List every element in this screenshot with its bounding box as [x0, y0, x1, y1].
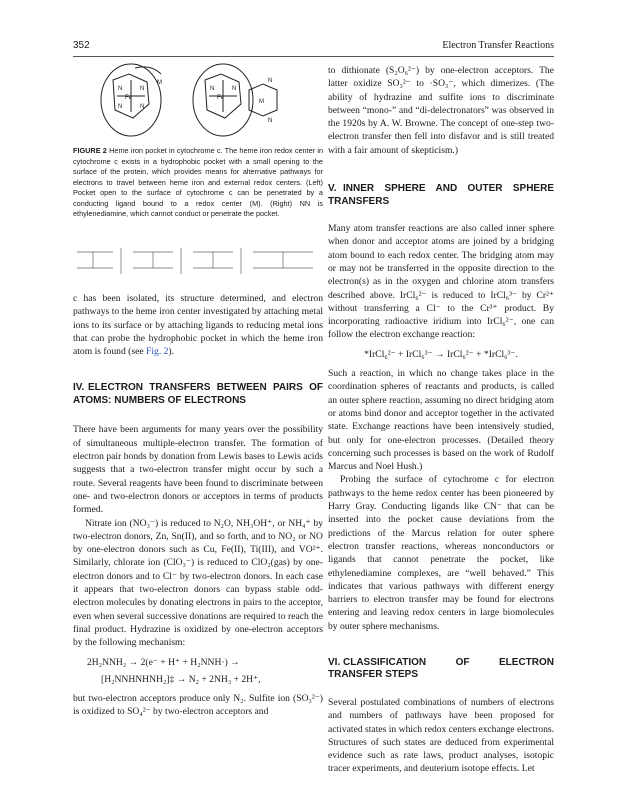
svg-text:N: N: [140, 104, 145, 110]
left-column: [73, 292, 323, 719]
right-para-4: Probing the surface of cytochrome c for electron pathways to the heme redox center has been pioneered by Harry Gray. Conducting ligands like CN⁻ that can be inserted into the pocket cause deviations from the predictions of the Marcus relation for outer sphere electron transfer reactions, whereas nonconductors or ligands that cannot penetrate the pocket, like ethylenediamine complexes, are “well behaved.” This indicates that various pathways with different energy barriers to electron transfer may be found for electrons entering and leaving redox centers in large biomolecules by outer sphere mechanisms.: [328, 474, 554, 632]
svg-text:N: N: [232, 86, 237, 92]
svg-text:N: N: [210, 86, 215, 92]
figure-2-illustration: [73, 60, 323, 140]
svg-text:Fe: Fe: [125, 95, 133, 101]
left-para-4: but two-electron acceptors produce only N₂. Sulfite ion (SO₃²⁻) is oxidized to SO₄²⁻ by two-electron acceptors and: [73, 693, 323, 718]
right-para-1: to dithionate (S₂O₆²⁻) by one-electron acceptors. The latter oxidize SO₃²⁻ to ·SO₃⁻, which dimerizes. (The ability of hydrazine and sulfite ions to discriminate between “mono-” and “di-delectronators” was observed in the 1920s by A. W. Browne. The concept of one-step two-electron transfer then fell into disfavor and is still treated with a fair amount of skepticism.): [328, 65, 554, 156]
left-para-2: There have been arguments for many years over the possibility of simultaneous multiple-electron transfer. The formation of electron pair bonds by donation from Lewis bases to Lewis acids suggests that a two-electron transfer might occur by such a route. Several reagents have been found to discriminate between one- and two-electron donors or acceptors in terms of products formed.: [73, 424, 323, 516]
figure-2-caption: [73, 146, 323, 220]
figure-label: FIGURE 2: [73, 146, 107, 155]
chemical-scheme-illustration: [73, 238, 323, 280]
right-para-5: Several postulated combinations of numbers of electrons and numbers of pathways have been proposed for activated states in which redox centers exchange electrons. Structures of such states are deduced from experimental evidence such as rate laws, product analyses, isotopic tracer experiments, and deuterium isotope effects. Let: [328, 696, 554, 775]
section-iv-title: ELECTRON TRANSFERS BETWEEN PAIRS OF ATOMS: NUMBERS OF ELECTRONS: [73, 382, 323, 406]
section-v-heading: [328, 183, 554, 208]
svg-text:N: N: [268, 78, 273, 84]
svg-text:Fe: Fe: [217, 95, 225, 101]
left-para-3: Nitrate ion (NO₃⁻) is reduced to N₂O, NH₃OH⁺, or NH₄⁺ by two-electron donors, Zn, Sn(II), and so forth, and to NO₂ or NO by one-electron donors such as Cu, Fe(II), Ti(III), and VO²⁺. Similarly, chlorate ion (ClO₃⁻) is reduced to ClO₂(gas) by one-electron donors and to Cl⁻ by two-electron donors. In each case it appears that two-electron donors can bypass stable odd-electron molecules by donating electrons in pairs to the acceptor, even when several successive donations are required to reach the final product. Hydrazine is oxidized by one-electron acceptors by the following mechanism:: [73, 517, 323, 649]
figure-caption-text: Heme iron pocket in cytochrome c. The heme iron redox center in cytochrome c exists in a hydrophobic pocket with a small opening to the surface of the protein, which provides means for alternative pathways for electrons to travel between heme iron and external redox centers. (Left) Pocket open to the surface of cytochrome c can be penetrated by a conducting ligand bound to a redox center (M). (Right) NN is ethylenediamine, which cannot conduct or penetrate the pocket.: [73, 146, 324, 218]
left-para-1-text: c has been isolated, its structure determined, and electron pathways to the heme iron center investigated by attaching metal ions to its surface or by attaching ligands to reducing metal ions that can probe the hydrophobic pocket in which the heme iron atom is found (see: [73, 293, 323, 358]
header-rule: [73, 56, 554, 57]
right-para-2: Many atom transfer reactions are also called inner sphere when donor and acceptor atoms are joined by a bridging atom bound to each redox center. The bridging atom may or may not be transferred in the opposite direction to the electron(s) as in the oxygen and chlorine atom transfers described above. IrCl₆²⁻ is reduced to IrCl₆³⁻ by Cr²⁺ without transferring a Cl⁻ to the Cr³⁺ product. By incorporating radioactive iridium into IrCl₆²⁻, one can follow the electron exchange reaction:: [328, 223, 554, 341]
left-para-1: [73, 292, 323, 358]
figure-2-link[interactable]: Fig. 2: [146, 346, 169, 358]
section-v-number: V.: [328, 183, 337, 195]
section-vi-number: VI.: [328, 656, 341, 668]
svg-text:N: N: [268, 118, 273, 124]
right-para-3: Such a reaction, in which no change takes place in the coordination spheres of reactants and products, is called an outer sphere reaction, assuming no direct bridging atom or atoms bind donor and acceptor together in the activated state. Exchange reactions have been intensively studied, but only for one-electron processes. (Detailed theory concerning such processes is based on the work of Rudolf Marcus and Noel Hush.): [328, 368, 554, 473]
svg-text:N: N: [118, 86, 123, 92]
equation-3: *IrCl₆²⁻ + IrCl₆³⁻ → IrCl₆²⁻ + *IrCl₆³⁻.: [364, 348, 518, 360]
section-vi-heading: [328, 657, 554, 682]
equation-1: 2H₂NNH₂ → 2(e⁻ + H⁺ + H₂NNH·) →: [87, 656, 240, 668]
svg-text:N: N: [118, 104, 123, 110]
svg-text:N: N: [140, 86, 145, 92]
svg-text:M: M: [157, 80, 162, 86]
right-column: [328, 64, 554, 776]
running-title: Electron Transfer Reactions: [442, 40, 554, 51]
section-iv-heading: [73, 382, 323, 407]
page-number: 352: [73, 40, 90, 51]
section-iv-number: IV.: [73, 382, 85, 394]
section-v-title: INNER SPHERE AND OUTER SPHERE TRANSFERS: [328, 183, 554, 207]
left-para-1-end: ).: [168, 346, 175, 358]
svg-text:M: M: [259, 99, 264, 105]
section-vi-title: CLASSIFICATION OF ELECTRON TRANSFER STEPS: [328, 656, 554, 681]
equation-2: [H₂NNHNHNH₂]‡ → N₂ + 2NH₃ + 2H⁺,: [101, 673, 261, 685]
